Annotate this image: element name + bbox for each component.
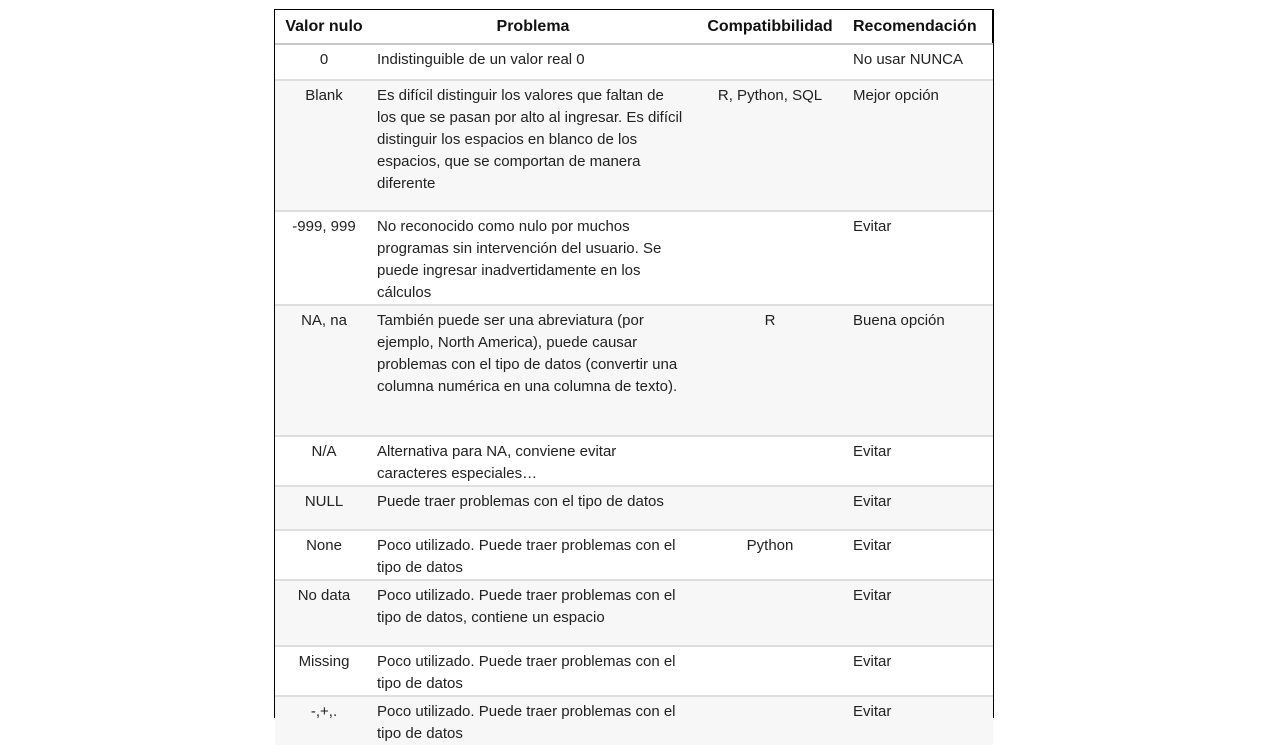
cell-problema: Poco utilizado. Puede traer problemas con el tipo de datos	[373, 530, 693, 580]
cell-compatibilidad	[693, 44, 847, 80]
table-row	[275, 646, 993, 696]
cell-compatibilidad	[693, 696, 847, 745]
cell-compatibilidad: R	[693, 305, 847, 436]
cell-valor: Missing	[275, 646, 373, 696]
cell-recomendacion: Evitar	[847, 580, 993, 646]
cell-problema: Poco utilizado. Puede traer problemas con el tipo de datos	[373, 696, 693, 745]
header-problema: Problema	[373, 10, 693, 44]
cell-valor: None	[275, 530, 373, 580]
table-row	[275, 436, 993, 486]
cell-recomendacion: Evitar	[847, 646, 993, 696]
cell-recomendacion: Evitar	[847, 436, 993, 486]
cell-problema: Puede traer problemas con el tipo de datos	[373, 486, 693, 530]
cell-compatibilidad	[693, 436, 847, 486]
table-row	[275, 305, 993, 436]
cell-problema: También puede ser una abreviatura (por ejemplo, North America), puede causar problemas con el tipo de datos (convertir una columna numérica en una columna de texto).	[373, 305, 693, 436]
table-row	[275, 580, 993, 646]
table-row	[275, 530, 993, 580]
cell-compatibilidad: R, Python, SQL	[693, 80, 847, 211]
cell-compatibilidad: Python	[693, 530, 847, 580]
cell-valor: 0	[275, 44, 373, 80]
cell-problema: Alternativa para NA, conviene evitar caracteres especiales…	[373, 436, 693, 486]
null-values-table	[275, 10, 993, 745]
cell-recomendacion: Evitar	[847, 486, 993, 530]
cell-valor: NULL	[275, 486, 373, 530]
cell-valor: N/A	[275, 436, 373, 486]
cell-recomendacion: Buena opción	[847, 305, 993, 436]
table-row	[275, 44, 993, 80]
cell-recomendacion: Evitar	[847, 530, 993, 580]
cell-problema: No reconocido como nulo por muchos programas sin intervención del usuario. Se puede ingresar inadvertidamente en los cálculos	[373, 211, 693, 305]
cell-recomendacion: No usar NUNCA	[847, 44, 993, 80]
header-recomendacion: Recomendación	[847, 10, 993, 44]
null-values-table-frame	[274, 9, 994, 742]
table-header-row	[275, 10, 993, 44]
cell-recomendacion: Evitar	[847, 211, 993, 305]
table-row	[275, 696, 993, 745]
cell-recomendacion: Mejor opción	[847, 80, 993, 211]
cell-compatibilidad	[693, 211, 847, 305]
header-valor-nulo: Valor nulo	[275, 10, 373, 44]
cell-valor: NA, na	[275, 305, 373, 436]
header-compatibilidad: Compatibbilidad	[693, 10, 847, 44]
cell-valor: -,+,.	[275, 696, 373, 745]
cell-compatibilidad	[693, 646, 847, 696]
table-row	[275, 486, 993, 530]
cell-problema: Poco utilizado. Puede traer problemas con el tipo de datos	[373, 646, 693, 696]
cell-valor: No data	[275, 580, 373, 646]
cell-problema: Poco utilizado. Puede traer problemas con el tipo de datos, contiene un espacio	[373, 580, 693, 646]
table-row	[275, 80, 993, 211]
cell-valor: -999, 999	[275, 211, 373, 305]
cell-problema: Es difícil distinguir los valores que faltan de los que se pasan por alto al ingresar. Es difícil distinguir los espacios en blanco de los espacios, que se comportan de manera diferente	[373, 80, 693, 211]
cell-compatibilidad	[693, 580, 847, 646]
cell-compatibilidad	[693, 486, 847, 530]
cell-recomendacion: Evitar	[847, 696, 993, 745]
cell-valor: Blank	[275, 80, 373, 211]
cell-problema: Indistinguible de un valor real 0	[373, 44, 693, 80]
table-row	[275, 211, 993, 305]
